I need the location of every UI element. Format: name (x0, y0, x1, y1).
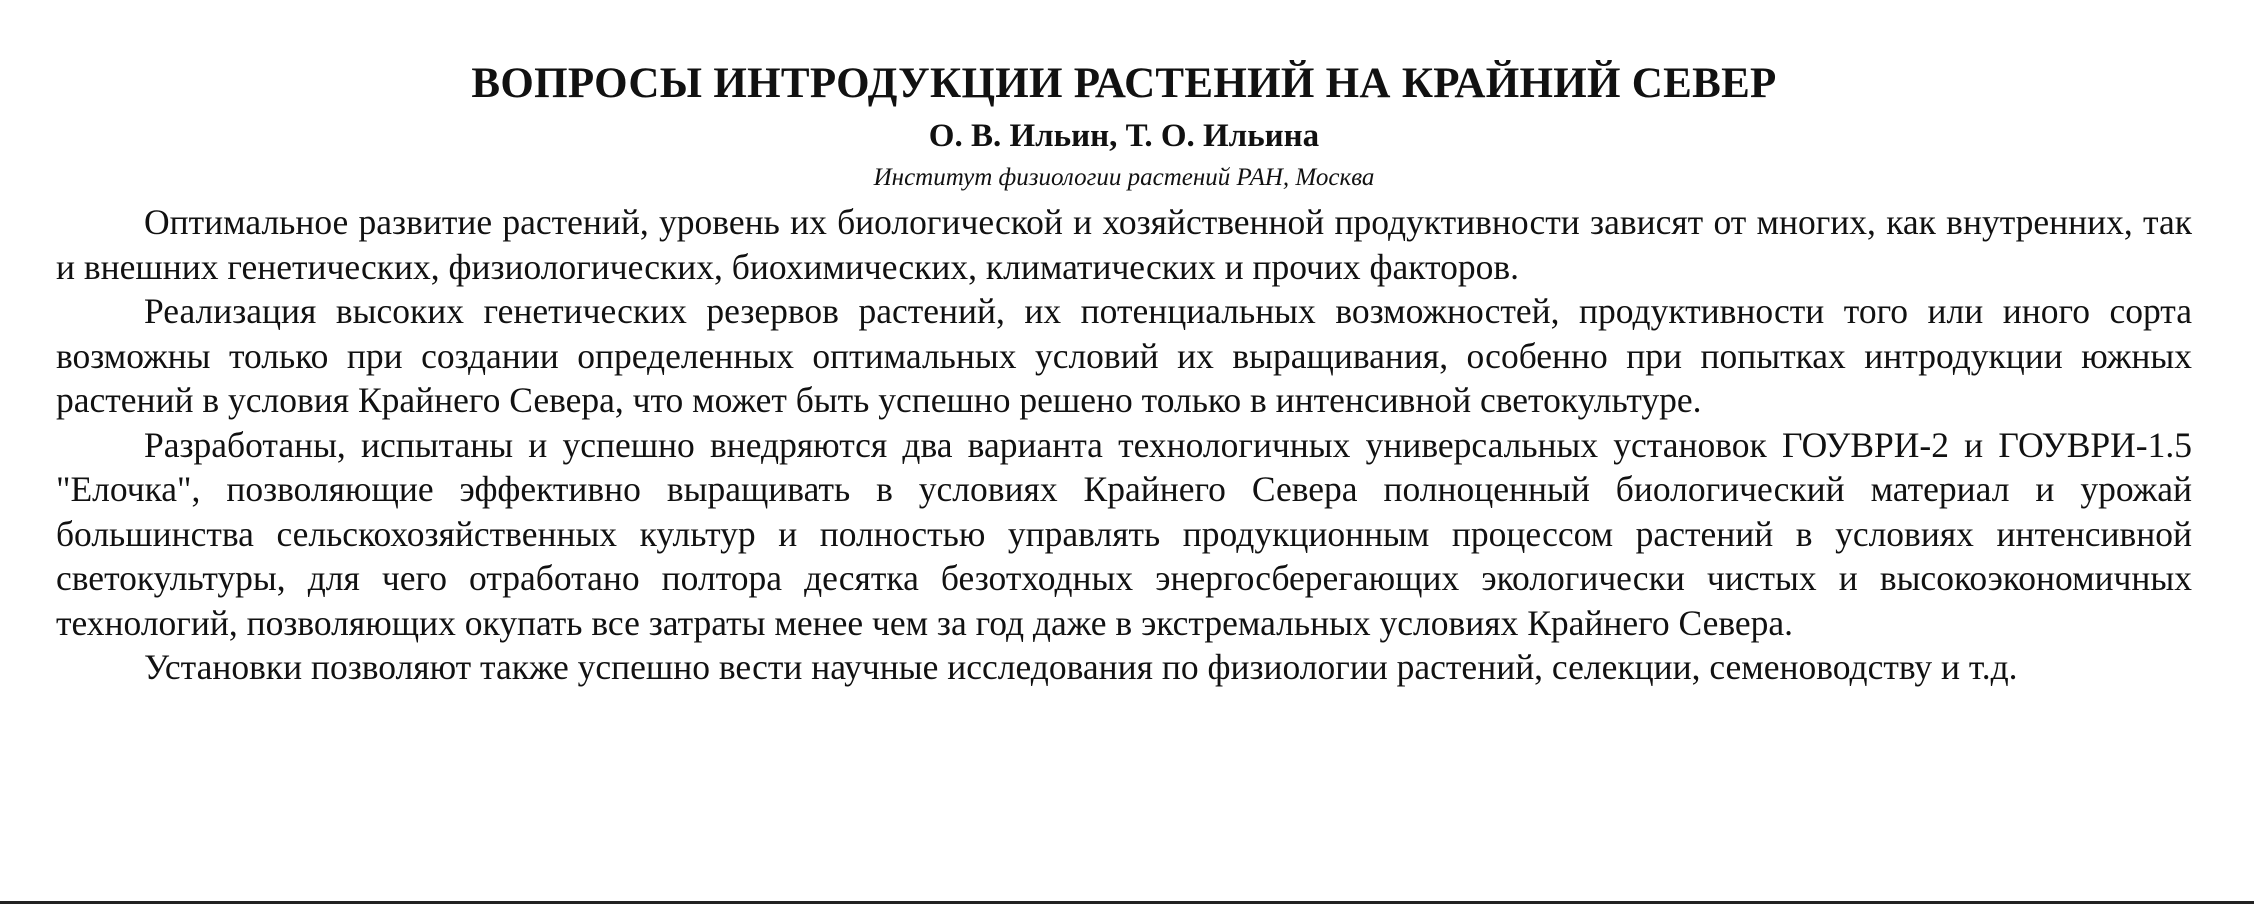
article-affiliation: Институт физиологии растений РАН, Москва (873, 164, 1375, 191)
bottom-rule (0, 901, 2254, 904)
document-page (56, 54, 2192, 690)
article-authors: О. В. Ильин, Т. О. Ильина (928, 118, 1320, 154)
paragraph-1: Оптимальное развитие растений, уровень их биологической и хозяйственной продуктивности зависят от многих, как внутренних, так и внешних генетических, физиологических, биохимических, климатических и прочих факторов. (56, 202, 2192, 287)
paragraph-4: Установки позволяют также успешно вести научные исследования по физиологии растений, селекции, семеноводству и т.д. (144, 647, 2018, 687)
paragraph-2: Реализация высоких генетических резервов растений, их потенциальных возможностей, продуктивности того или иного сорта возможны только при создании определенных оптимальных условий их выращивания, особенно при попытках интродукции южных растений в условия Крайнего Севера, что может быть успешно решено только в интенсивной светокультуре. (56, 291, 2192, 420)
paragraph-3: Разработаны, испытаны и успешно внедряются два варианта технологичных универсальных установок ГОУВРИ-2 и ГОУВРИ-1.5 "Елочка", позволяющие эффективно выращивать в условиях Крайнего Севера полноценный биологический материал и урожай большинства сельскохозяйственных культур и полностью управлять продукционным процессом растений в условиях интенсивной светокультуры, для чего отработано полтора десятка безотходных энергосберегающих экологически чистых и высокоэкономичных технологий, позволяющих окупать все затраты менее чем за год даже в экстремальных условиях Крайнего Севера. (56, 424, 2192, 643)
article-body (56, 200, 2192, 690)
article-title: ВОПРОСЫ ИНТРОДУКЦИИ РАСТЕНИЙ НА КРАЙНИЙ СЕВЕР (471, 60, 1777, 107)
